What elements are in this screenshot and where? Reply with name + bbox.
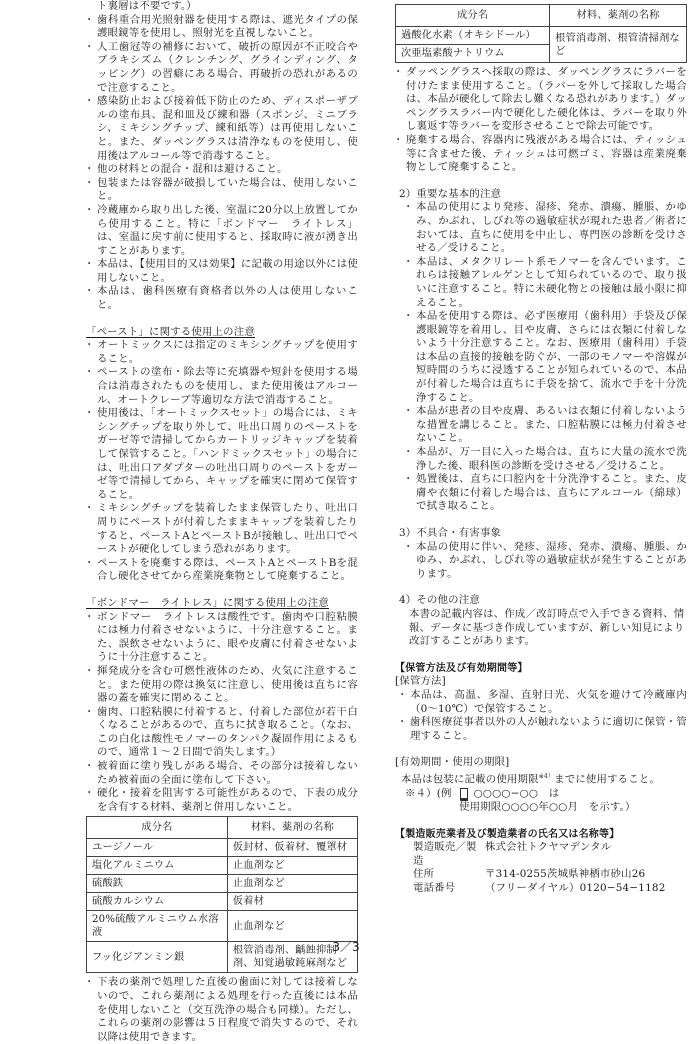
section2-bullet: ・ 本品が患者の目や皮膚、あるいは衣類に付着しないような措置を講じること。また、口腔粘膜には極力付着させないこと。 [405,405,687,446]
intro-continuation: ト裏層は不要です。） [97,0,197,12]
after-table-bullet: ・ 下表の薬剤で処理した直後の歯面に対しては接着しないので、これら薬剤による処理を行った直後には本品を使用しないこと（交互洗浄の場合も同様）。ただし、これらの薬剤の影響は５日程度で消失するので、それ以降は使用できます。 [86,976,358,1044]
address-label: 住所 [413,868,435,881]
left-column [86,0,358,1044]
table-header-row [396,5,687,27]
storage-method-body [395,689,687,743]
table-row [87,857,358,875]
expiry-example [395,787,687,801]
section2-bullet: ・ 処置後は、直ちに口腔内を十分洗浄すること。また、皮膚や衣類に付着した場合は、直ちにアルコール（綿球）で拭き取ること。 [405,473,687,514]
hourglass-icon [460,788,468,801]
table-header-ingredient: 成分名 [87,817,228,839]
storage-heading: 【保管方法及び有効期間等】 [395,662,528,674]
table-cell-material: 仮封材、仮着材、覆罩材 [227,839,357,857]
table-cell-ingredient: 塩化アルミニウム [87,857,228,875]
table-cell-ingredient: 次亜塩素酸ナトリウム [396,45,550,63]
table-header-material: 材料、薬剤の名称 [550,5,687,27]
spacer [395,514,687,527]
dappen-bullet: ・ ダッペングラスへ採取の際は、ダッペングラスにラバーを付けたまま使用すること。（ラバーを外して採取した場合は、本品が硬化して除去し難くなる恐れがあります。）ダッペングラスラバー内で硬化した硬化体は、ラバーを取り外し裏返す等ラバーを変形させることで除去可能です。 [395,66,687,134]
address-row [395,868,687,882]
table-cell-ingredient: 硫酸カルシウム [87,893,228,911]
table-row [87,893,358,911]
storage-bullet: ・ 歯科医療従事者以外の人が触れないように適切に保管・管理すること。 [399,716,687,743]
general-bullet: ・ 本品は、歯科医療有資格者以外の人は使用しないこと。 [86,285,358,312]
table-cell-material: 止血剤など [227,875,357,893]
spacer [86,313,358,326]
general-bullet: ・ 冷蔵庫から取り出した後、室温に20分以上放置してから使用すること。特に「ボンドマー ライトレス」は、室温に戻す前に使用すると、採取時に液が湧き出すことがあります。 [86,204,358,258]
table-cell-material: 根管消毒剤、齲蝕抑制剤、知覚過敏鈍麻剤など [227,942,357,973]
table-cell-ingredient: 過酸化水素（オキシドール） [396,27,550,45]
paste-bullet: ・ ペーストを廃棄する際は、ペーストAとペーストBを混合し硬化させてから産業廃棄物として廃棄すること。 [86,557,358,584]
address-value: 〒314-0255茨城県神栖市砂山26 [485,868,646,881]
table-row [87,875,358,893]
table-header-material: 材料、薬剤の名称 [227,817,357,839]
expiry-text [395,770,687,787]
paste-bullet: ・ 使用後は、「オートミックスセット」の場合には、ミキシングチップを取り外して、吐出口周りのペーストをガーゼ等で清掃してからカートリッジキャップを装着して保管すること。「ハンドミックスセット」の場合には、吐出口アダプターの吐出口周りのペーストをガーゼ等で清掃してから、キャップを確実に閉めて保管すること。 [86,407,358,502]
table-cell-ingredient: 20%硫酸アルミニウム水溶液 [87,911,228,942]
storage-bullet: ・ 本品は、高温、多湿、直射日光、火気を避けて冷蔵庫内（0～10℃）で保管すること。 [399,689,687,716]
bondmer-section-title: 「ボンドマー ライトレス」に関する使用上の注意 [86,596,329,609]
expiry-footnote-ref: ※4） [538,772,555,780]
general-bullet: ・ 本品は、【使用目的又は効果】に記載の用途以外には使用しないこと。 [86,258,358,285]
table-row [87,839,358,857]
page-number: 3／3 [332,940,360,954]
table-cell-material: 止血剤など [227,911,357,942]
spacer [395,743,687,756]
table-cell-material: 根管消毒剤、根管清掃剤など [550,27,687,63]
section3-title: 3）不具合・有害事象 [399,527,502,539]
bondmer-bullet: ・ 歯肉、口腔粘膜に付着すると、付着した部位が若干白くなることがあるので、直ちに拭き取ること。（なお、この白化は酸性モノマーのタンパク凝固作用によるもので、通常１～２日間で消失します。） [86,706,358,760]
bondmer-bullet: ・ 硬化・接着を阻害する可能性があるので、下表の成分を含有する材料、薬剤と併用しないこと。 [86,787,358,814]
section4-body: 本書の記載内容は、作成／改訂時点で入手できる資料、情報、データに基づき作成していますが、新しい知見により改訂することがあります。 [409,607,685,648]
example-meaning: 使用期限○○○○年○○月 を示す。） [459,801,636,814]
section2-bullet: ・ 本品は、メタクリレート系モノマーを含んでいます。これらは接触アレルゲンとして知られているので、取り扱いに注意すること。特に未硬化物との接触は最小限に抑えること。 [405,256,687,310]
table-header-ingredient: 成分名 [396,5,550,27]
spacer [86,584,358,597]
disinfectant-table [395,4,687,63]
section2-bullet: ・ 本品を使用する際は、必ず医療用（歯科用）手袋及び保護眼鏡等を着用し、目や皮膚、さらには衣類に付着しないよう十分注意すること。なお、医療用（歯科用）手袋は本品の直接的接触を防ぐが、一部のモノマーや溶媒が短時間のうちに浸透することが知られているので、本品が付着した場合は直ちに手袋を捨て、流水で手を十分洗浄すること。 [405,310,687,405]
phone-value: （フリーダイヤル）0120−54−1182 [485,882,666,895]
bondmer-bullet: ・ 揮発成分を含む可燃性液体のため、火気に注意すること。また使用の際は換気に注意し、使用後は直ちに容器の蓋を確実に閉めること。 [86,665,358,706]
table-cell-ingredient: ユージノール [87,839,228,857]
bondmer-bullet: ・ ボンドマー ライトレスは酸性です。歯肉や口腔粘膜には極力付着させないように、十分注意すること。また、誤飲させないように、眼や皮膚に付着させないように十分注意すること。 [86,611,358,665]
paste-bullet: ・ ペーストの塗布・除去等に充填器や短針を使用する場合は消毒されたものを使用し、また使用後はアルコール、オートクレーブ等適切な方法で消毒すること。 [86,366,358,407]
manufacturer-row [395,841,687,868]
example-code: ○○○○−○○ は [473,787,560,800]
table-cell-ingredient: フッ化ジアンミン銀 [87,942,228,973]
table-cell-material: 仮着材 [227,893,357,911]
spacer [395,581,687,594]
spacer [395,815,687,828]
spacer [395,649,687,662]
manufacturer-value: 株式会社トクヤマデンタル [485,841,612,854]
paste-bullet: ・ ミキシングチップを装着したまま保管したり、吐出口周りにペーストが付着したままキャップを装着したりすると、ペーストAとペーストBが接触し、吐出口でペーストが硬化してしまう恐れがあります。 [86,502,358,556]
phone-row [395,882,687,896]
table-cell-material: 止血剤など [227,857,357,875]
section3-bullet: ・ 本品の使用に伴い、発疹、湿疹、発赤、潰瘍、腫脹、かゆみ、かぶれ、しびれ等の過敏症状が発生することがあります。 [405,541,687,582]
example-prefix: ※４）(例 [405,787,452,800]
section2-body [395,201,687,514]
expiry-text-after: までに使用すること。 [554,773,661,786]
section4-title: 4）その他の注意 [399,594,480,607]
section3-body [395,541,687,582]
general-bullet: ・ 歯科重合用光照射器を使用する際は、遮光タイプの保護眼鏡等を使用し、照射光を直視しないこと。 [86,14,358,41]
spacer [395,175,687,188]
table-cell-ingredient: 硫酸鉄 [87,875,228,893]
table-row [396,27,687,45]
section2-title: 2）重要な基本的注意 [399,187,502,200]
paste-bullet: ・ オートミックスには指定のミキシングチップを使用すること。 [86,339,358,366]
general-bullet: ・ 包装または容器が破損していた場合は、使用しないこと。 [86,177,358,204]
manufacturer-heading: 【製造販売業者及び製造業者の氏名又は名称等】 [395,828,620,840]
storage-method-heading: [保管方法] [395,675,446,688]
general-bullet: ・ 他の材料との混合・混和は避けること。 [86,163,358,177]
table-header-row [87,817,358,839]
manufacturer-label: 製造販売／製造 [413,841,477,867]
paste-section-title: 「ペースト」に関する使用上の注意 [86,325,255,338]
general-bullet: ・ 感染防止および接着低下防止のため、ディスポーザブルの塗布具、混和皿及び練和器（スポンジ、ミニブラシ、ミキシングチップ、練和紙等）は再使用しないこと。また、ダッペングラスは清浄なものを使用し、使用後はアルコール等で消毒すること。 [86,95,358,163]
phone-label: 電話番号 [413,882,456,895]
expiry-text-before: 本品は包装に記載の使用期限 [401,773,539,786]
general-bullet: ・ 人工歯冠等の補修において、破折の原因が不正咬合やブラキシズム（クレンチング、グラインディング、タッピング）の習癖にある場合、再破折の恐れがあるので注意すること。 [86,41,358,95]
section2-bullet: ・ 本品の使用により発疹、湿疹、発赤、潰瘍、腫脹、かゆみ、かぶれ、しびれ等の過敏症状が現れた患者／術者においては、直ちに使用を中止し、専門医の診断を受けさせる／受けること。 [405,201,687,255]
bondmer-bullet: ・ 被着面に塗り残しがある場合、その部分は接着しないため被着面の全面に塗布して下さい。 [86,760,358,787]
right-column [395,0,687,896]
section2-bullet: ・ 本品が、万一目に入った場合は、直ちに大量の流水で洗浄した後、眼科医の診断を受けさせる／受けること。 [405,446,687,473]
expiry-heading: [有効期間・使用の期限] [395,756,510,769]
disposal-bullet: ・ 廃棄する場合、容器内に残液がある場合には、ティッシュ等に含ませた後、ティッシュは可燃ゴミ、容器は産業廃棄物として廃棄すること。 [395,134,687,175]
